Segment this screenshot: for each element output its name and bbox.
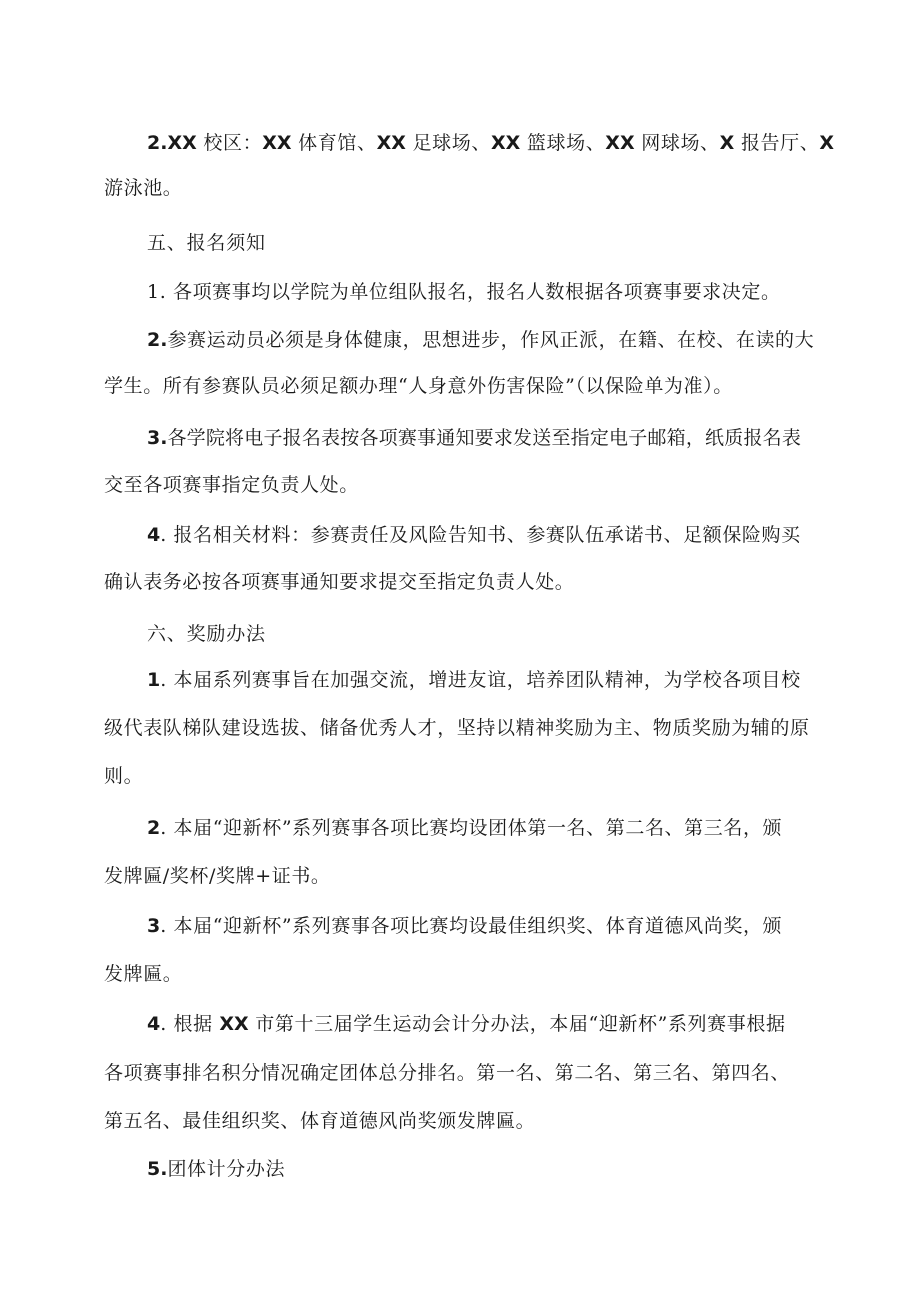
text-segment: . 报名相关材料：参赛责任及风险告知书、参赛队伍承诺书、足额保险购买 — [160, 524, 801, 546]
city-code: XX — [219, 1013, 249, 1035]
award-item-4-line-1 — [147, 1011, 786, 1037]
item-number: 2. — [147, 132, 168, 154]
award-item-3-line-2: 发牌匾。 — [104, 963, 183, 985]
section-6-heading: 六、奖励办法 — [147, 623, 266, 645]
venue-code: XX — [605, 132, 635, 154]
item-number: 1 — [147, 669, 161, 691]
text-segment: . 本届“迎新杯”系列赛事各项比赛均设团体第一名、第二名、第三名，颁 — [160, 817, 783, 839]
award-item-1-line-2: 级代表队梯队建设选拔、储备优秀人才，坚持以精神奖励为主、物质奖励为辅的原 — [104, 717, 810, 739]
item-number: 4 — [147, 524, 161, 546]
registration-item-4-line-1 — [147, 522, 801, 548]
venue-item-2-line-2: 游泳池。 — [104, 177, 183, 199]
campus-code: XX — [167, 132, 197, 154]
registration-item-4-line-2: 确认表务必按各项赛事通知要求提交至指定负责人处。 — [104, 571, 575, 593]
registration-item-2-line-1 — [147, 327, 814, 353]
award-item-1-line-1 — [147, 667, 801, 693]
award-item-2-line-2: 发牌匾/奖杯/奖牌+证书。 — [104, 865, 331, 887]
text-segment: 各学院将电子报名表按各项赛事通知要求发送至指定电子邮箱，纸质报名表 — [167, 427, 802, 449]
venue-item-2-line-1 — [147, 130, 835, 156]
text-segment: . 本届“迎新杯”系列赛事各项比赛均设最佳组织奖、体育道德风尚奖，颁 — [160, 915, 783, 937]
item-number: 3. — [147, 427, 168, 449]
award-item-4-line-3: 第五名、最佳组织奖、体育道德风尚奖颁发牌匾。 — [104, 1110, 536, 1132]
award-item-3-line-1 — [147, 913, 782, 939]
registration-item-3-line-2: 交至各项赛事指定负责人处。 — [104, 474, 359, 496]
venue-code: XX — [490, 132, 521, 154]
venue-code: XX — [262, 132, 292, 154]
text-segment: . 根据 — [160, 1013, 220, 1035]
venue-code: X — [819, 132, 835, 154]
text-segment: 网球场、 — [634, 132, 720, 154]
text-segment: 报告厅、 — [734, 132, 820, 154]
venue-code: X — [719, 132, 735, 154]
item-number: 4 — [147, 1013, 161, 1035]
text-segment: 参赛运动员必须是身体健康，思想进步，作风正派，在籍、在校、在读的大 — [167, 329, 815, 351]
award-item-2-line-1 — [147, 815, 782, 841]
item-number: 3 — [147, 915, 161, 937]
award-item-5 — [147, 1156, 285, 1182]
text-segment: 市第十三届学生运动会计分办法，本届“迎新杯”系列赛事根据 — [248, 1013, 786, 1035]
item-number: 5. — [147, 1158, 168, 1180]
text-segment: 篮球场、 — [520, 132, 606, 154]
text-segment: 校区： — [196, 132, 263, 154]
text-segment: 体育馆、 — [291, 132, 377, 154]
item-number: 2 — [147, 817, 161, 839]
section-5-heading: 五、报名须知 — [147, 232, 266, 254]
item-number: 2. — [147, 329, 168, 351]
registration-item-2-line-2: 学生。所有参赛队员必须足额办理“人身意外伤害保险”（以保险单为准）。 — [104, 375, 733, 397]
award-item-1-line-3: 则。 — [104, 765, 144, 787]
text-segment: . 本届系列赛事旨在加强交流，增进友谊，培养团队精神，为学校各项目校 — [160, 669, 801, 691]
text-segment: 足球场、 — [405, 132, 491, 154]
venue-code: XX — [376, 132, 406, 154]
award-item-4-line-2: 各项赛事排名积分情况确定团体总分排名。第一名、第二名、第三名、第四名、 — [104, 1062, 791, 1084]
registration-item-3-line-1 — [147, 425, 801, 451]
text-segment: 团体计分办法 — [167, 1158, 286, 1180]
registration-item-1: 1. 各项赛事均以学院为单位组队报名，报名人数根据各项赛事要求决定。 — [147, 281, 781, 303]
